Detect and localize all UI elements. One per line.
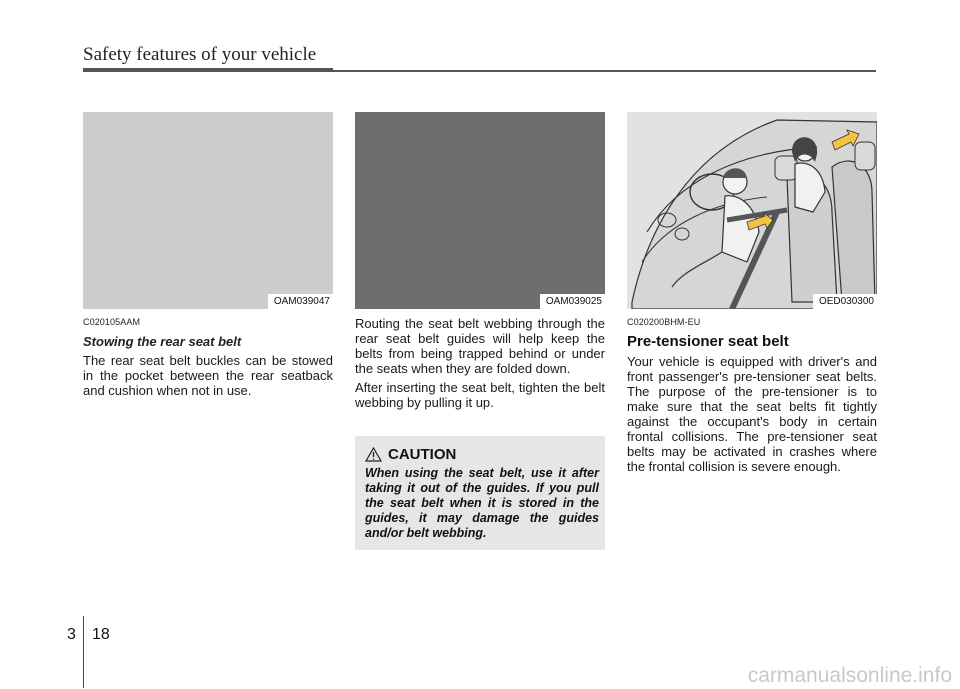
body-paragraph-tighten: After inserting the seat belt, tighten the belt webbing by pulling it up. <box>355 380 605 410</box>
figure-code: OED030300 <box>813 294 877 309</box>
header-rule-thin <box>333 70 876 72</box>
figure-seat-belt-guide <box>355 112 605 309</box>
caution-header <box>365 446 599 463</box>
column-2 <box>355 112 605 410</box>
figure-code: OAM039047 <box>268 294 333 309</box>
heading-pretensioner: Pre-tensioner seat belt <box>627 333 789 350</box>
figure-code: OAM039025 <box>540 294 605 309</box>
column-3 <box>627 112 877 474</box>
page-number: 18 <box>92 626 110 643</box>
column-1 <box>83 112 333 398</box>
section-code: C020105AAM <box>83 317 141 327</box>
caution-text: When using the seat belt, use it after taking it out of the guides. If you pull the seat belt when it is stored in the guides, it may damage the guides and/or belt webbing. <box>365 466 599 540</box>
footer-divider <box>83 616 84 688</box>
body-paragraph: Your vehicle is equipped with driver's and front passenger's pre-tensioner seat belts. The purpose of the pre-tensioner is to make sure that the seat belts fit tightly against the occupant's body in certain frontal collisions. The pre-tensioner seat belts may be activated in crashes where the frontal collision is severe enough. <box>627 354 877 474</box>
body-paragraph-routing: Routing the seat belt webbing through the rear seat belt guides will help keep the belts from being trapped behind or under the seats when they are folded down. <box>355 316 605 376</box>
car-interior-illustration <box>627 112 877 309</box>
caution-title: CAUTION <box>388 446 457 463</box>
page-header-title: Safety features of your vehicle <box>83 44 317 65</box>
figure-rear-seat-belt-stowed <box>83 112 333 309</box>
body-paragraph: The rear seat belt buckles can be stowed in the pocket between the rear seatback and cushion when not in use. <box>83 353 333 398</box>
subheading-stowing: Stowing the rear seat belt <box>83 334 242 349</box>
header-rule-thick <box>83 68 333 72</box>
figure-pretensioner-illustration <box>627 112 877 309</box>
watermark: carmanualsonline.info <box>747 664 952 687</box>
section-code: C020200BHM-EU <box>627 317 701 327</box>
page-section-number: 3 <box>67 626 76 643</box>
caution-box <box>355 436 605 550</box>
warning-triangle-icon <box>365 447 382 462</box>
